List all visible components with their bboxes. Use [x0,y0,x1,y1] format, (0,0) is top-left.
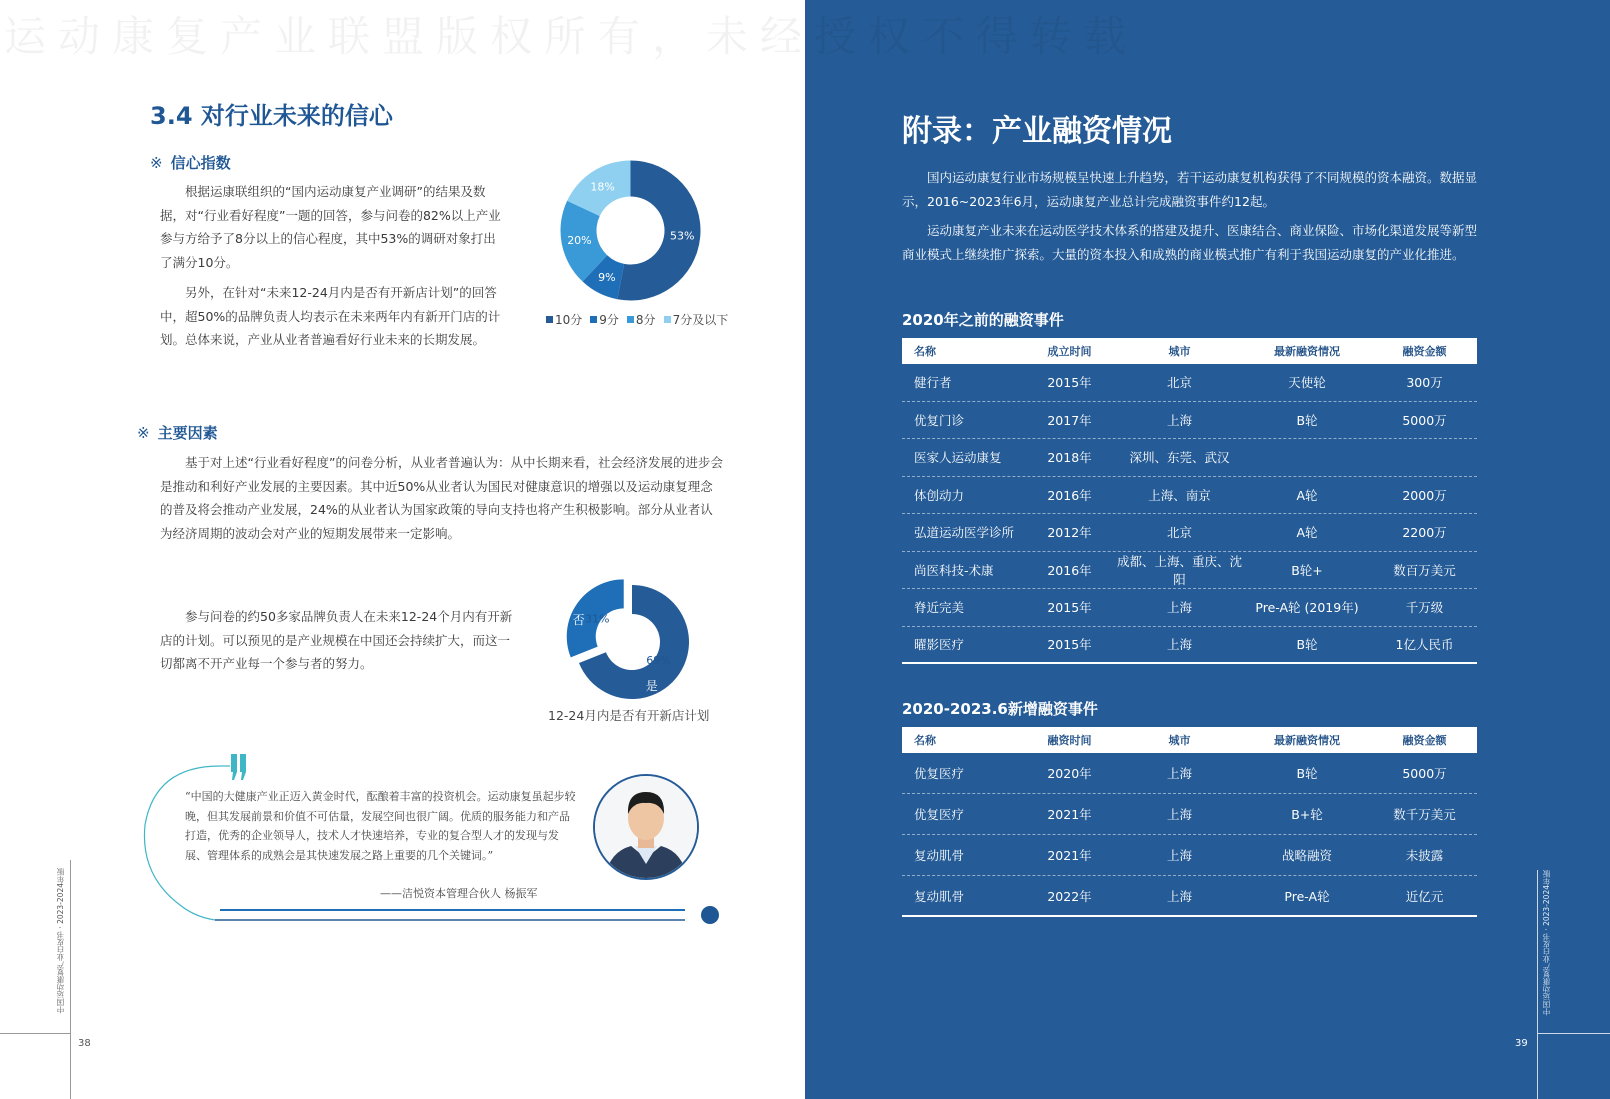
table-cell: 复动肌骨 [914,848,965,863]
new-store-chart-caption: 12-24月内是否有开新店计划 [548,708,710,723]
table-cell: 上海、南京 [1148,487,1211,503]
table-cell: 上海 [1166,766,1192,781]
reference-mark-icon: ※ [137,424,150,442]
paragraph-main-factors: 基于对上述“行业看好程度”的问卷分析，从业者普遍认为：从中长期来看，社会经济发展的进步会是推动和利好产业发展的主要因素。其中近50%从业者认为国民对健康意识的增强以及运动康复理念的普及将会推动产业发展，24%的从业者认为国家政策的导向支持也将产生积极影响。部分从业者认为经济周期的波动会对产业的短期发展带来一定影响。 [160,455,723,541]
table-cell: 2016年 [1047,562,1092,578]
column-header: 融资时间 [1047,734,1092,747]
table-cell: B轮 [1296,637,1318,653]
table-cell: 上海 [1166,412,1192,428]
table-cell: 优复医疗 [914,807,965,822]
table-cell: B+轮 [1291,807,1323,822]
table-cell: 未披露 [1405,848,1444,863]
table-cell: 2021年 [1047,848,1092,863]
table-cell: 2017年 [1047,412,1092,428]
legend-swatch [627,316,634,323]
table-cell: 1亿人民币 [1395,637,1454,653]
legend-swatch [664,316,671,323]
pre-2020-financing-table [902,338,1477,664]
watermark: 运动康复产业联盟版权所有，未经授权不得转载 [4,12,1139,61]
table-cell: 上海 [1166,637,1192,653]
table-cell: 2016年 [1047,487,1092,503]
table-cell: 千万级 [1405,600,1444,616]
subheading-confidence-index [150,152,231,173]
appendix-title: 附录：产业融资情况 [902,114,1172,149]
table-row [902,552,1477,590]
avatar [593,774,699,880]
table-row [902,876,1477,917]
spine-text: 中国运动康复产业白皮书 · 2023-2024年版 [56,868,65,1014]
table-cell: A轮 [1296,487,1318,503]
table-row [902,439,1477,477]
legend-label: 7分及以下 [672,313,729,327]
table-cell: 5000万 [1402,766,1447,781]
table-cell: Pre-A轮 (2019年) [1255,600,1359,616]
table-row [902,794,1477,835]
2020-2023-financing-table [902,727,1477,917]
page-corner-line [1537,1033,1610,1034]
table-cell: 数千万美元 [1393,807,1456,822]
spine-text: 中国运动康复产业白皮书 · 2023-2024年版 [1542,870,1551,1016]
table-cell: A轮 [1296,525,1318,541]
table-cell: 深圳、东莞、武汉 [1129,450,1230,466]
column-header: 最新融资情况 [1274,345,1340,358]
page-edge-line [1537,870,1538,1099]
legend-swatch [590,316,597,323]
table-cell: 医家人运动康复 [914,450,1002,466]
table-cell: 北京 [1166,525,1192,541]
table-row [902,835,1477,876]
column-header: 最新融资情况 [1274,734,1340,747]
table-cell: 上海 [1166,848,1192,863]
table-row [902,514,1477,552]
table-cell: B轮+ [1291,562,1323,578]
store-plan-category-label-0: 是 [645,678,658,693]
legend-item [590,311,619,328]
legend-label: 9分 [599,313,619,327]
table-cell: 北京 [1166,375,1192,391]
paragraph-outlook: 参与问卷的约50多家品牌负责人在未来12-24个月内有开新店的计划。可以预见的是产业规模在中国还会持续扩大，而这一切都离不开产业每一个参与者的努力。 [160,609,513,671]
store-plan-value-label-1: 31% [585,612,610,626]
table-cell: 上海 [1166,600,1192,616]
appendix-paragraph-2: 运动康复产业未来在运动医学技术体系的搭建及提升、医康结合、商业保险、市场化渠道发展等新型商业模式上继续推广探索。大量的资本投入和成熟的商业模式推广有利于我国运动康复的产业化推进。 [902,223,1478,262]
column-header: 城市 [1168,345,1191,358]
confidence-slice-label-0: 53% [670,229,695,243]
table-cell: 2015年 [1047,637,1092,653]
legend-item [664,311,729,328]
portrait-image [595,776,697,878]
table-cell: 复动肌骨 [914,888,965,904]
table-cell: 2200万 [1402,525,1447,541]
table-cell: 2012年 [1047,525,1092,541]
column-header: 成立时间 [1047,345,1092,358]
table-cell: 2018年 [1047,450,1092,466]
appendix-paragraph-1: 国内运动康复行业市场规模呈快速上升趋势，若干运动康复机构获得了不同规模的资本融资。数据显示，2016~2023年6月，运动康复产业总计完成融资事件约12起。 [902,170,1478,209]
legend-label: 8分 [635,313,656,327]
table-cell: 2000万 [1402,487,1447,503]
table1-title: 2020年之前的融资事件 [902,311,1064,329]
table-cell: 上海 [1166,807,1192,822]
legend-swatch [546,316,553,323]
table-cell: 2020年 [1047,766,1092,781]
table-cell: 数百万美元 [1393,562,1456,578]
table-header [902,338,1477,364]
table-row [902,402,1477,440]
table-cell: 天使轮 [1288,375,1326,391]
reference-mark-icon: ※ [150,154,163,172]
table-cell: 脊近完美 [914,600,965,616]
table-cell: 健行者 [914,375,952,391]
table-cell: 成都、上海、重庆、沈阳 [1117,553,1243,587]
page-number: 38 [78,1038,91,1049]
table-cell: 300万 [1406,375,1443,391]
table2-title: 2020-2023.6新增融资事件 [902,700,1098,718]
table-cell: 2021年 [1047,807,1092,822]
table-cell: 2015年 [1047,600,1092,616]
table-cell: Pre-A轮 [1284,888,1330,904]
table-cell: B轮 [1296,766,1318,781]
table-cell: 优复门诊 [914,412,965,428]
table-cell: 优复医疗 [914,766,965,781]
column-header: 城市 [1168,734,1191,747]
table-row [902,627,1477,665]
confidence-donut-chart [558,158,703,303]
table-row [902,753,1477,794]
page-number: 39 [1515,1038,1528,1049]
page-corner-line [0,1033,70,1034]
table-cell: 2022年 [1047,888,1092,904]
quote-text: “中国的大健康产业正迈入黄金时代，酝酿着丰富的投资机会。运动康复虽起步较晚，但其发展前景和价值不可估量，发展空间也很广阔。优质的服务能力和产品打造，优秀的企业领导人，技术人才快速培养，专业的复合型人才的发现与发展、管理体系的成熟会是其快速发展之路上重要的几个关键词。” [185,790,576,862]
legend-label: 10分 [555,313,583,327]
subheading-text: 信心指数 [170,154,231,172]
legend-item [627,311,656,328]
new-store-plan-chart [560,570,700,700]
quote-author: ——洁悦资本管理合伙人 杨振军 [380,887,538,900]
table-cell: 曜影医疗 [914,637,965,653]
table-cell: 2015年 [1047,375,1092,391]
table-cell: 体创动力 [914,487,965,503]
confidence-slice-label-1: 9% [598,270,616,284]
column-header: 名称 [914,734,936,747]
quote-mark-icon [230,754,248,780]
confidence-slice-label-2: 20% [567,234,592,248]
subheading-text: 主要因素 [157,424,218,442]
legend-item [546,311,582,328]
table-cell: 近亿元 [1405,888,1444,904]
column-header: 融资金额 [1402,734,1447,747]
store-plan-value-label-0: 69% [646,653,671,667]
table-header [902,727,1477,753]
column-header: 名称 [914,345,936,358]
right-page [805,0,1610,1099]
section-title: 3.4 对行业未来的信心 [150,102,393,130]
paragraph-new-stores: 另外，在针对“未来12-24月内是否有开新店计划”的回答中，超50%的品牌负责人均表示在未来两年内有新开门店的计划。总体来说，产业从业者普遍看好行业未来的长期发展。 [160,285,501,347]
subheading-main-factors [137,422,218,443]
table-cell: 尚医科技-术康 [914,562,994,578]
table-row [902,364,1477,402]
store-plan-category-label-1: 否 [572,613,585,628]
table-cell: B轮 [1296,412,1318,428]
table-row [902,589,1477,627]
table-cell: 战略融资 [1281,848,1332,863]
table-cell: 弘道运动医学诊所 [914,525,1015,541]
confidence-chart-legend [546,311,728,328]
page-edge-line [70,860,71,1099]
table-cell: 5000万 [1402,412,1447,428]
table-row [902,477,1477,515]
table-cell: 上海 [1166,888,1192,904]
column-header: 融资金额 [1402,345,1447,358]
paragraph-confidence: 根据运康联组织的“国内运动康复产业调研”的结果及数据，对“行业看好程度”一题的回答，参与问卷的82%以上产业参与方给予了8分以上的信心程度，其中53%的调研对象打出了满分10分。 [160,184,501,270]
confidence-slice-label-3: 18% [590,180,615,194]
